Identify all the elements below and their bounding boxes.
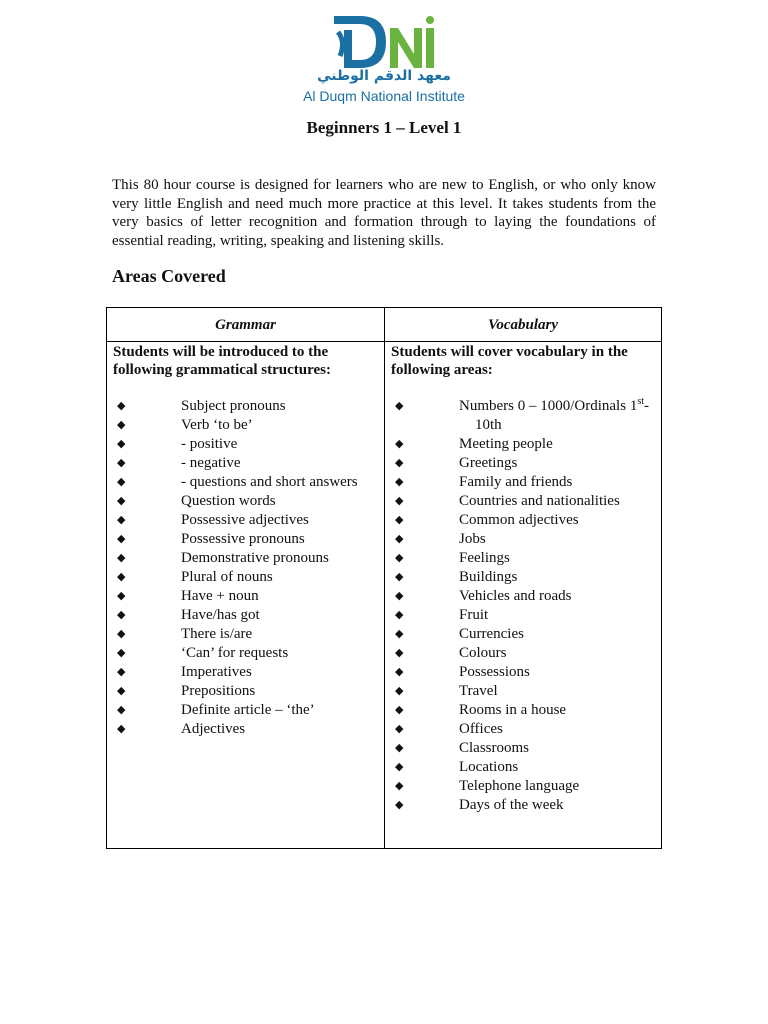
grammar-item-label: Definite article – ‘the’ [181,702,315,718]
diamond-bullet-icon: ◆ [117,571,126,583]
diamond-bullet-icon: ◆ [117,628,126,640]
list-item [391,701,657,720]
vocabulary-item-label: Currencies [459,626,524,642]
list-item [391,397,657,435]
diamond-bullet-icon: ◆ [395,685,404,697]
diamond-bullet-icon: ◆ [117,666,126,678]
vocabulary-item-label: Locations [459,759,519,775]
vocabulary-item-label: Rooms in a house [459,702,567,718]
grammar-item-label: Adjectives [181,721,246,737]
list-item [113,397,378,416]
vocabulary-item-label: Countries and nationalities [459,493,620,509]
vocabulary-item-label: Feelings [459,550,510,566]
grammar-item-label: - negative [181,455,241,471]
list-item [391,796,657,815]
logo-arabic-name: معهد الدقم الوطني [317,68,451,84]
diamond-bullet-icon: ◆ [117,438,126,450]
list-item [391,606,657,625]
list-item [113,606,378,625]
diamond-bullet-icon: ◆ [117,533,126,545]
vocabulary-item-label: Travel [459,683,498,699]
vocabulary-item-label: Jobs [459,531,486,547]
list-item [391,720,657,739]
vocabulary-item-label: Common adjectives [459,512,579,528]
diamond-bullet-icon: ◆ [117,704,126,716]
diamond-bullet-icon: ◆ [117,476,126,488]
grammar-item-label: Demonstrative pronouns [181,550,329,566]
grammar-item-label: Have/has got [181,607,260,623]
document-title: Beginners 1 – Level 1 [306,118,462,137]
areas-covered-heading: Areas Covered [112,266,226,286]
diamond-bullet-icon: ◆ [117,400,126,412]
column-divider [384,308,385,848]
list-item [113,530,378,549]
diamond-bullet-icon: ◆ [395,628,404,640]
vocabulary-item-label: Buildings [459,569,518,585]
diamond-bullet-icon: ◆ [117,590,126,602]
list-item [113,549,378,568]
list-item [391,682,657,701]
vocab-item-dash: - [644,398,649,414]
vocabulary-item-label: Possessions [459,664,530,680]
diamond-bullet-icon: ◆ [395,476,404,488]
list-item [113,701,378,720]
list-item [113,720,378,739]
vocabulary-item-label: Meeting people [459,436,553,452]
diamond-bullet-icon: ◆ [395,780,404,792]
grammar-item-label: Plural of nouns [181,569,273,585]
grammar-item-label: Subject pronouns [181,398,286,414]
diamond-bullet-icon: ◆ [117,552,126,564]
vocabulary-intro: Students will cover vocabulary in the following areas: [391,344,628,378]
diamond-bullet-icon: ◆ [395,400,404,412]
list-item [391,568,657,587]
list-item [391,549,657,568]
institute-logo [296,12,472,108]
diamond-bullet-icon: ◆ [395,495,404,507]
list-item [391,625,657,644]
diamond-bullet-icon: ◆ [117,609,126,621]
diamond-bullet-icon: ◆ [117,419,126,431]
diamond-bullet-icon: ◆ [117,457,126,469]
list-item [391,663,657,682]
list-item [391,739,657,758]
grammar-item-label: Possessive pronouns [181,531,305,547]
list-item [391,454,657,473]
vocabulary-item-label: Classrooms [459,740,530,756]
diamond-bullet-icon: ◆ [395,609,404,621]
list-item [113,454,378,473]
list-item [391,758,657,777]
diamond-bullet-icon: ◆ [395,514,404,526]
list-item [113,492,378,511]
diamond-bullet-icon: ◆ [395,742,404,754]
list-item [391,777,657,796]
vocabulary-item-label: Family and friends [459,474,573,490]
ordinal-suffix: st [637,396,644,407]
vocabulary-item-label: Greetings [459,455,518,471]
grammar-item-label: There is/are [181,626,253,642]
diamond-bullet-icon: ◆ [117,647,126,659]
diamond-bullet-icon: ◆ [395,723,404,735]
course-description: This 80 hour course is designed for learners who are new to English, or who only know very little English and need much more practice at this level. It takes students from the very basics of letter recognition and formation through to laying the foundations of essential reading, writing, speaking and listening skills. [112,177,656,249]
grammar-column-header: Grammar [215,317,276,333]
diamond-bullet-icon: ◆ [395,704,404,716]
grammar-item-label: Verb ‘to be’ [181,417,253,433]
list-item [113,587,378,606]
list-item [113,416,378,435]
list-item [391,587,657,606]
diamond-bullet-icon: ◆ [395,552,404,564]
grammar-item-label: - positive [181,436,238,452]
grammar-item-label: - questions and short answers [181,474,358,490]
list-item [391,473,657,492]
vocabulary-item-label: Vehicles and roads [459,588,572,604]
list-item [391,492,657,511]
diamond-bullet-icon: ◆ [395,666,404,678]
vocab-item-numbers: Numbers 0 – 1000/Ordinals 1 [459,398,638,414]
grammar-item-label: ‘Can’ for requests [181,645,289,661]
grammar-item-label: Have + noun [181,588,259,604]
grammar-item-label: Possessive adjectives [181,512,309,528]
list-item [113,473,378,492]
diamond-bullet-icon: ◆ [395,533,404,545]
diamond-bullet-icon: ◆ [117,723,126,735]
grammar-intro: Students will be introduced to the following grammatical structures: [113,344,332,378]
list-item [113,435,378,454]
diamond-bullet-icon: ◆ [395,647,404,659]
vocab-item-numbers-line2: 10th [475,417,502,433]
diamond-bullet-icon: ◆ [395,799,404,811]
diamond-bullet-icon: ◆ [117,514,126,526]
vocabulary-item-label: Offices [459,721,503,737]
grammar-list [113,397,378,739]
diamond-bullet-icon: ◆ [395,457,404,469]
areas-table [106,307,662,849]
list-item [391,530,657,549]
list-item [113,625,378,644]
list-item [113,511,378,530]
vocabulary-list [391,397,657,815]
grammar-item-label: Prepositions [181,683,256,699]
diamond-bullet-icon: ◆ [395,571,404,583]
diamond-bullet-icon: ◆ [395,590,404,602]
list-item [113,644,378,663]
vocabulary-item-label: Telephone language [459,778,580,794]
dni-logo-mark [330,12,438,72]
diamond-bullet-icon: ◆ [395,761,404,773]
vocabulary-item-label: Colours [459,645,507,661]
diamond-bullet-icon: ◆ [395,438,404,450]
grammar-item-label: Imperatives [181,664,252,680]
list-item [113,663,378,682]
grammar-item-label: Question words [181,493,276,509]
list-item [113,682,378,701]
diamond-bullet-icon: ◆ [117,495,126,507]
list-item [391,511,657,530]
list-item [391,644,657,663]
list-item [391,435,657,454]
list-item [113,568,378,587]
vocabulary-column-header: Vocabulary [487,317,558,333]
vocabulary-item-label: Days of the week [459,797,564,813]
logo-english-name: Al Duqm National Institute [303,88,465,104]
header-divider [107,341,661,342]
diamond-bullet-icon: ◆ [117,685,126,697]
vocabulary-item-label: Fruit [459,607,489,623]
